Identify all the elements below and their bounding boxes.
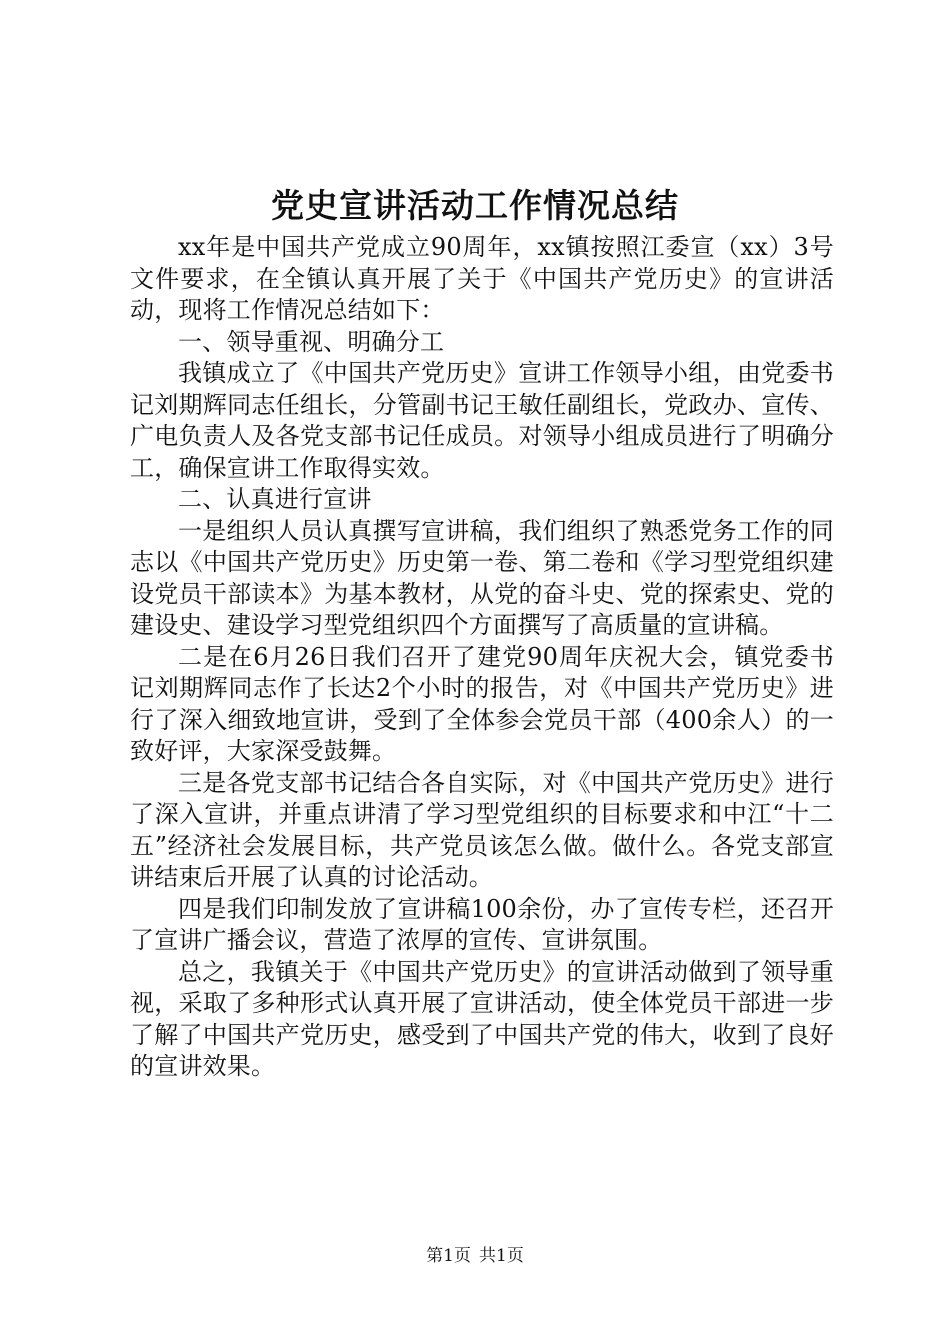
- document-body: [130, 232, 834, 1083]
- page-total: 共1页: [479, 1246, 524, 1266]
- paragraph-leadership: 我镇成立了《中国共产党历史》宣讲工作领导小组，由党委书记刘期辉同志任组长，分管副书记王敏任副组长，党政办、宣传、广电负责人及各党支部书记任成员。对领导小组成员进行了明确分工，确保宣讲工作取得实效。: [130, 359, 834, 482]
- paragraph-point-1: 一是组织人员认真撰写宣讲稿，我们组织了熟悉党务工作的同志以《中国共产党历史》历史第一卷、第二卷和《学习型党组织建设党员干部读本》为基本教材，从党的奋斗史、党的探索史、党的建设史、建设学习型党组织四个方面撰写了高质量的宣讲稿。: [130, 516, 834, 639]
- section-heading-2: 二、认真进行宣讲: [178, 485, 372, 513]
- intro-paragraph: xx年是中国共产党成立90周年，xx镇按照江委宣（xx）3号文件要求，在全镇认真开展了关于《中国共产党历史》的宣讲活动，现将工作情况总结如下：: [130, 233, 834, 324]
- conclusion-paragraph: 总之，我镇关于《中国共产党历史》的宣讲活动做到了领导重视，采取了多种形式认真开展了宣讲活动，使全体党员干部进一步了解了中国共产党历史，感受到了中国共产党的伟大，收到了良好的宣讲效果。: [130, 957, 834, 1080]
- page-number: 第1页: [426, 1246, 471, 1266]
- paragraph-point-2: 二是在6月26日我们召开了建党90周年庆祝大会，镇党委书记刘期辉同志作了长达2个小时的报告，对《中国共产党历史》进行了深入细致地宣讲，受到了全体参会党员干部（400余人）的一致好评，大家深受鼓舞。: [130, 642, 834, 765]
- section-heading-1: 一、领导重视、明确分工: [178, 327, 445, 356]
- document-title: 党史宣讲活动工作情况总结: [271, 186, 679, 225]
- page-footer: [0, 1244, 950, 1268]
- paragraph-point-4: 四是我们印制发放了宣讲稿100余份，办了宣传专栏，还召开了宣讲广播会议，营造了浓厚的宣传、宣讲氛围。: [130, 894, 834, 954]
- paragraph-point-3: 三是各党支部书记结合各自实际，对《中国共产党历史》进行了深入宣讲，并重点讲清了学习型党组织的目标要求和中江“十二五”经济社会发展目标，共产党员该怎么做。做什么。各党支部宣讲结束后开展了认真的讨论活动。: [130, 768, 834, 891]
